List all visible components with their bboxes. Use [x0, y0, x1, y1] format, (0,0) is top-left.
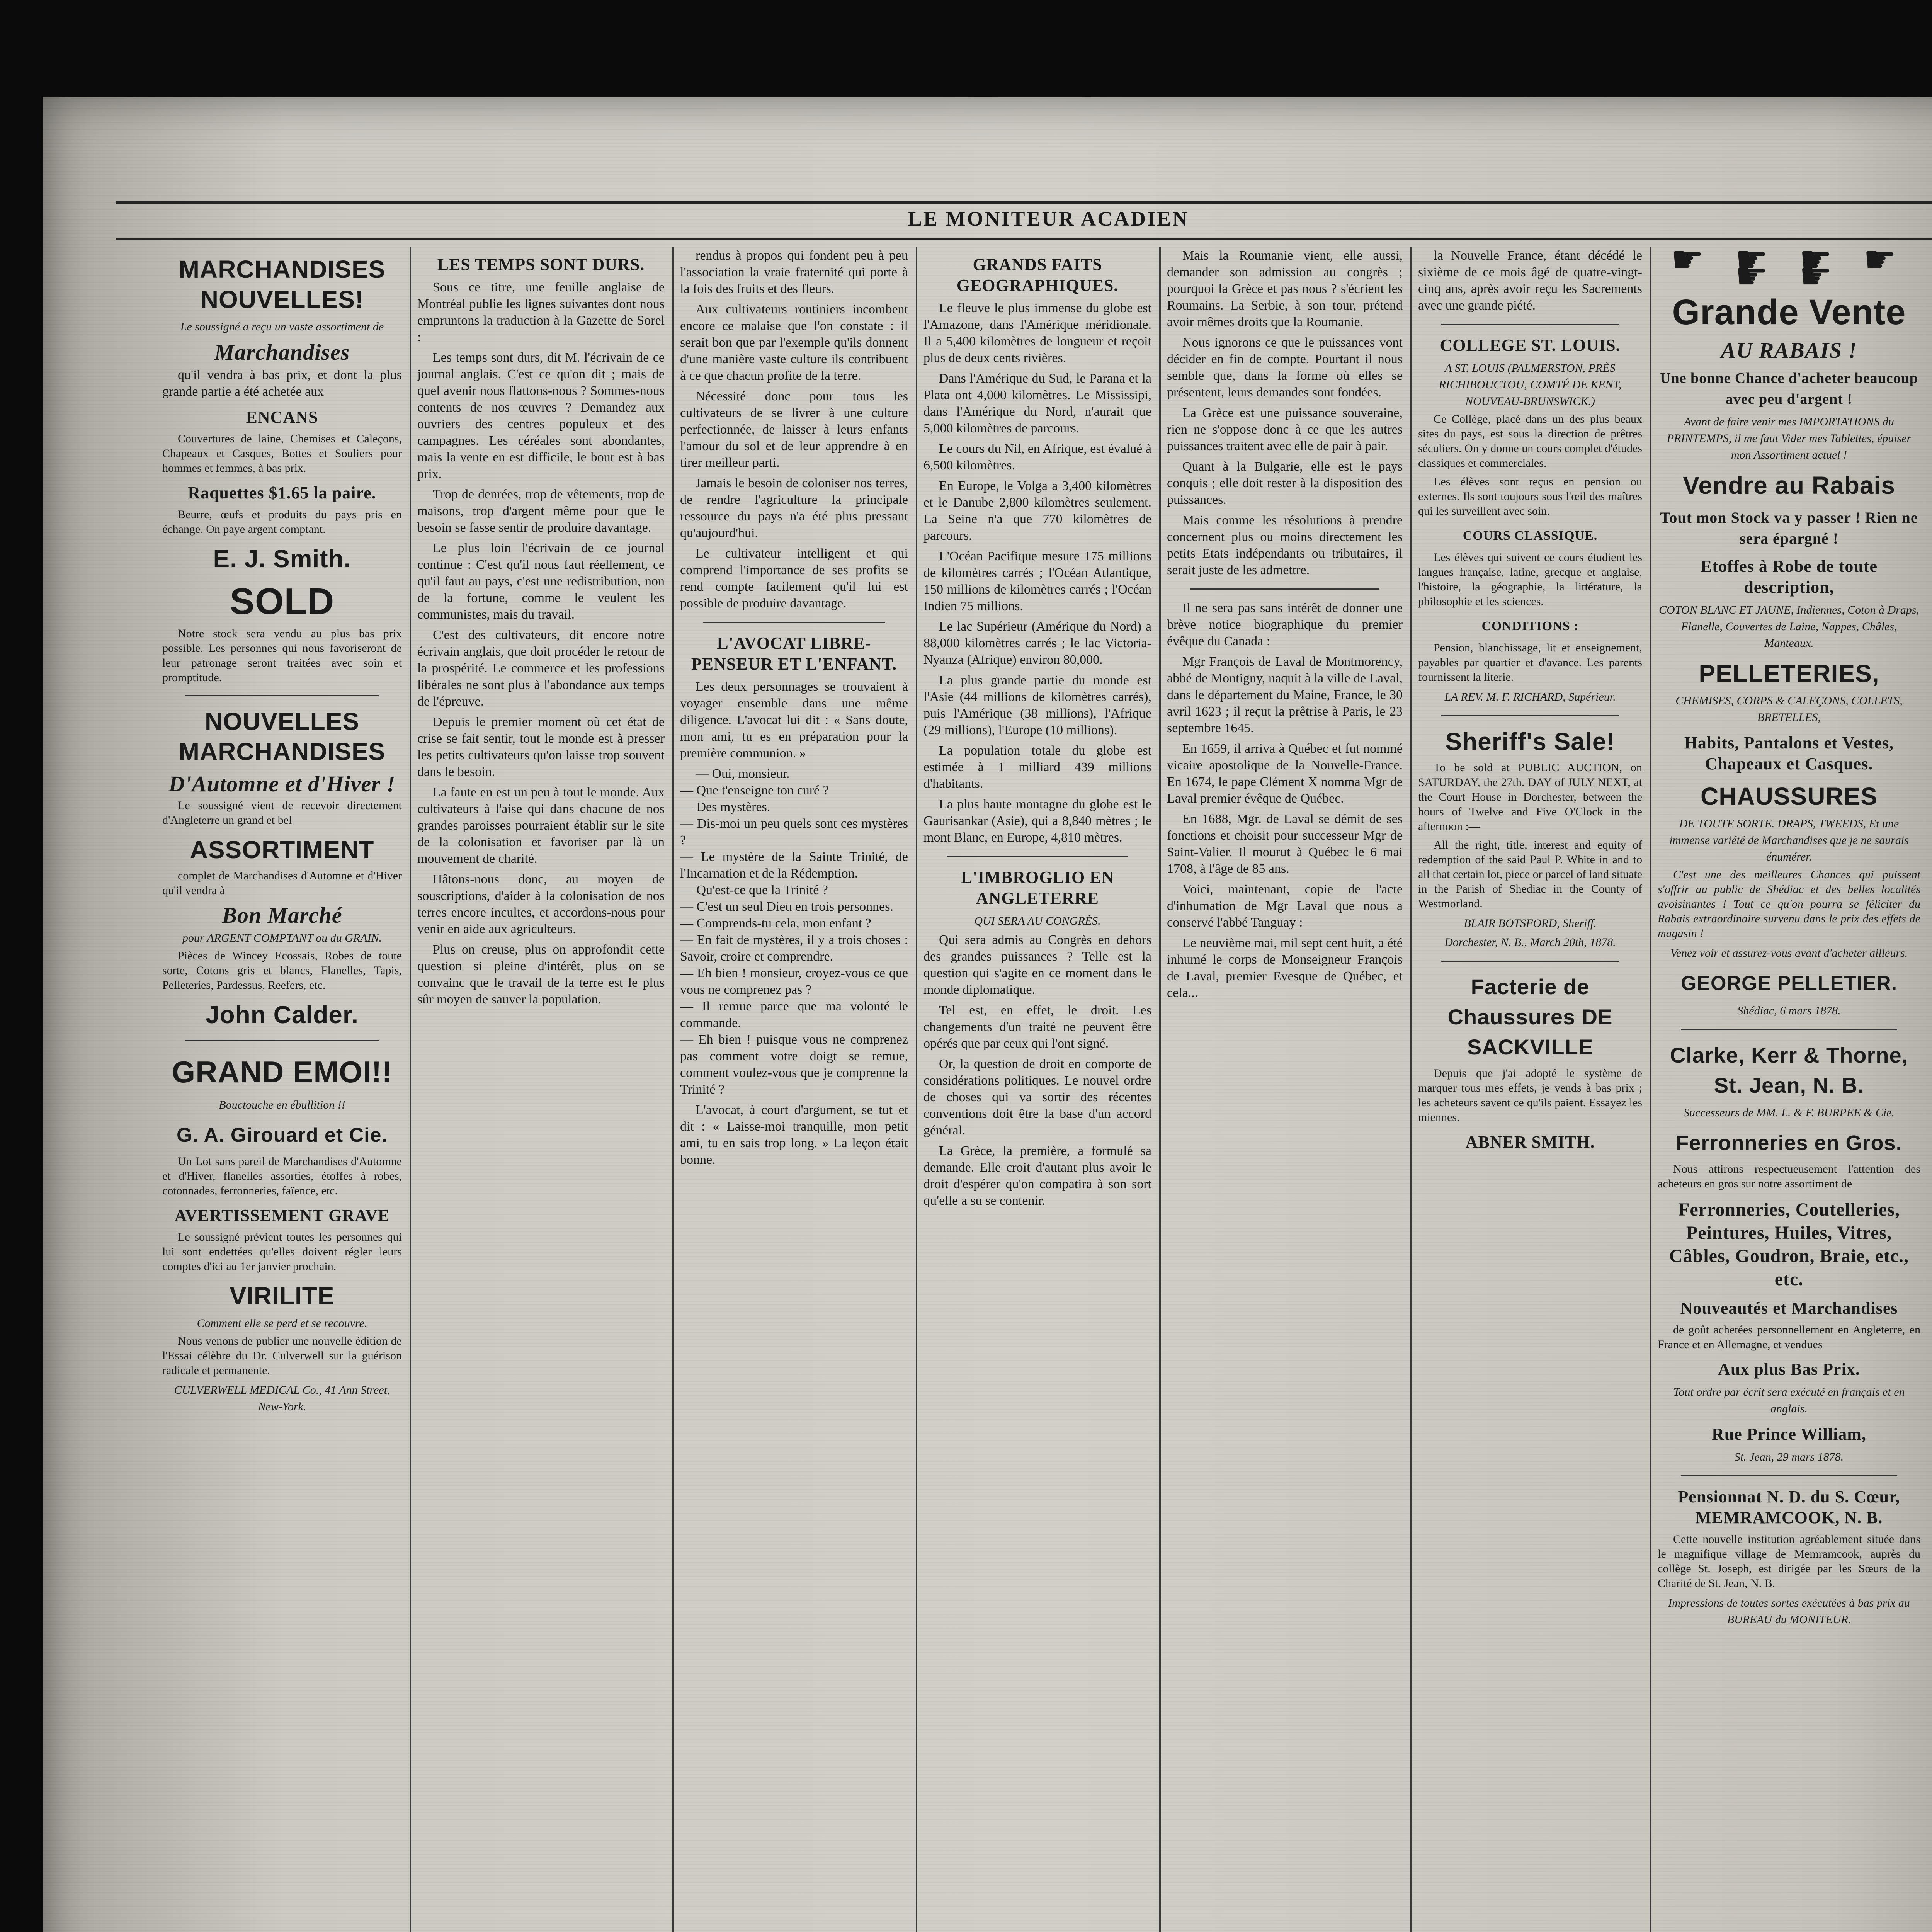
article-paragraph: Trop de denrées, trop de vêtements, trop de maisons, trop d'argent même pour que le besoin se fasse sentir de produire davantage.	[417, 487, 665, 535]
article-paragraph: Tel est, en effet, le droit. Les changements d'un traité ne peuvent être opérés que par ceux qui l'ont signé.	[923, 1003, 1151, 1051]
article-paragraph: C'est des cultivateurs, dit encore notre écrivain anglais, que doit procéder le retour de la prospérité. Le commerce et les professions libérales ne sont plus à l'abondance aux temps de l'épreuve.	[417, 628, 665, 709]
ad-text: Successeurs de MM. L. & F. BURPEE & Cie.	[1683, 1106, 1895, 1119]
notice-text: Les élèves sont reçus en pension ou externes. Ils sont toujours sous l'œil des maîtres qui les surveillent avec soin.	[1418, 475, 1642, 517]
article-paragraph: Qui sera admis au Congrès en dehors des grandes puissances ? Telle est la question qui s'agite en ce moment dans le monde diplomatique.	[923, 933, 1151, 997]
ad-heading: VIRILITE	[230, 1282, 335, 1310]
article-title: GRANDS FAITS GEOGRAPHIQUES.	[956, 255, 1119, 295]
ad-text: Un Lot sans pareil de Marchandises d'Automne et d'Hiver, flanelles assorties, étoffes à robes, cotonnades, ferronneries, faïence, etc.	[162, 1155, 402, 1197]
article-paragraph: L'Océan Pacifique mesure 175 millions de kilomètres carrés ; l'Océan Atlantique, 150 millions de kilomètres carrés ; l'Océan Indien 75 millions.	[923, 549, 1151, 613]
ad-text: Le soussigné prévient toutes les personnes qui lui sont endettées qu'elles doivent régler leurs comptes d'ici au 1er janvier prochain.	[162, 1231, 402, 1273]
article-paragraph: Aux cultivateurs routiniers incombent encore ce malaise que l'on constate : il serait bon que par l'exemple qu'ils donnent d'une manière vaste culture ils contribuent à ce que chacun profite de la terre.	[680, 302, 908, 383]
ad-heading: Vendre au Rabais	[1683, 471, 1895, 499]
ad-heading: Aux plus Bas Prix.	[1718, 1360, 1860, 1379]
article-paragraph: En Europe, le Volga a 3,400 kilomètres et le Danube 2,800 kilomètres seulement. La Seine n'a que 770 kilomètres de parcours.	[923, 479, 1151, 543]
article-paragraph: Le cultivateur intelligent et qui comprend l'importance de ses profits se rend compte facilement qu'il lui est possible de produire davantage.	[680, 546, 908, 611]
article-paragraph: Mais comme les résolutions à prendre concernent plus ou moins directement les petits Etats indépendants ou tributaires, il serait juste de les admettre.	[1167, 513, 1403, 577]
ad-text: DE TOUTE SORTE. DRAPS, TWEEDS, Et une immense variété de Marchandises que je ne saurais énumérer.	[1669, 817, 1909, 863]
article-paragraph: Dans l'Amérique du Sud, le Parana et la Plata ont 4,000 kilomètres. Le Mississipi, dans l'Amérique du Nord, n'aurait que 5,000 kilomètres de parcours.	[923, 371, 1151, 435]
divider	[185, 695, 379, 696]
divider	[1441, 961, 1619, 962]
divider	[703, 622, 885, 623]
ad-text: Le soussigné a reçu un vaste assortiment de	[180, 320, 384, 333]
divider	[1681, 1475, 1897, 1476]
ad-date: St. Jean, 29 mars 1878.	[1734, 1451, 1844, 1463]
ad-signer: GEORGE PELLETIER.	[1680, 972, 1898, 995]
ad-heading: Rue Prince William,	[1712, 1425, 1866, 1444]
ad-heading: SOLD	[230, 581, 335, 622]
ad-heading: G. A. Girouard et Cie.	[177, 1124, 388, 1146]
column-5-article	[1167, 247, 1403, 1932]
article-paragraph: Nécessité donc pour tous les cultivateurs de se livrer à une culture perfectionnée, de laisser à leurs enfants l'amour du sol et de leur apprendre à en tirer meilleur parti.	[680, 389, 908, 470]
article-paragraph: La faute en est un peu à tout le monde. Aux cultivateurs à l'aise qui dans chacune de nos grandes paroisses pourraient établir sur le site de la colonisation et favoriser par là un mouvement de charité.	[417, 785, 665, 866]
article-paragraph: Voici, maintenant, copie de l'acte d'inhumation de Mgr Laval que nous a conservé l'abbé Tanguay :	[1167, 882, 1403, 930]
article-paragraph: Or, la question de droit en comporte de considérations politiques. Le nouvel ordre de choses qui va sortir des récentes conventions doit être la base d'un accord général.	[923, 1057, 1151, 1138]
article-paragraph: Mgr François de Laval de Montmorency, abbé de Montigny, naquit à la ville de Laval, dans le département du Maine, France, le 30 avril 1623 ; il reçut la prêtrise à Paris, le 23 septembre 1645.	[1167, 655, 1403, 735]
article-paragraph: Le fleuve le plus immense du globe est l'Amazone, dans l'Amérique méridionale. Il a 5,400 kilomètres de longueur et reçoit plus de deux cents rivières.	[923, 301, 1151, 365]
notice-subtitle: A ST. LOUIS (PALMERSTON, PRÈS RICHIBOUCTOU, COMTÉ DE KENT, NOUVEAU-BRUNSWICK.)	[1439, 362, 1622, 408]
ad-heading: GRAND EMOI!!	[172, 1055, 393, 1089]
article-paragraph: Sous ce titre, une feuille anglaise de Montréal publie les lignes suivantes dont nous empruntons la traduction à la Gazette de Sorel :	[417, 280, 665, 344]
ad-text: Pièces de Wincey Ecossais, Robes de toute sorte, Cotons gris et blancs, Flanelles, Tapis, Pelleteries, Pardessus, Reefers, etc.	[162, 949, 402, 992]
ad-heading: ASSORTIMENT	[190, 836, 374, 864]
article-title: L'AVOCAT LIBRE-PENSEUR ET L'ENFANT.	[691, 634, 897, 673]
divider	[947, 856, 1128, 857]
article-paragraph: L'avocat, à court d'argument, se tut et dit : « Laisse-moi tranquille, mon petit ami, tu en sais trop long. » La leçon était bonne.	[680, 1103, 908, 1167]
notice-text: To be sold at PUBLIC AUCTION, on SATURDAY, the 27th. DAY of JULY NEXT, at the Court House in Dorchester, between the hours of Twelve and Five O'Clock in the afternoon :—	[1418, 761, 1642, 833]
notice-date: Dorchester, N. B., March 20th, 1878.	[1444, 936, 1616, 949]
ad-heading: Bon Marché	[222, 903, 342, 928]
article-paragraph: Le plus loin l'écrivain de ce journal continue : C'est qu'il nous faut réellement, ce qu'il faut au pays, c'est une redistribution, non de la fortune, comme le veulent les communistes, mais du travail.	[417, 541, 665, 622]
ad-heading: Clarke, Kerr & Thorne, St. Jean, N. B.	[1670, 1043, 1908, 1097]
ad-heading: Ferronneries en Gros.	[1676, 1131, 1902, 1155]
ad-date: Shédiac, 6 mars 1878.	[1737, 1004, 1841, 1017]
notice-text: Pension, blanchissage, lit et enseignement, payables par quartier et d'avance. Les parents fournissent la literie.	[1418, 641, 1642, 684]
ad-heading: Pensionnat N. D. du S. Cœur, MEMRAMCOOK, N. B.	[1678, 1487, 1900, 1527]
ad-heading: AVERTISSEMENT GRAVE	[174, 1206, 390, 1225]
article-paragraph: Le neuvième mai, mil sept cent huit, a été inhumé le corps de Monseigneur François de Laval, premier Evesque de Québec, et cela...	[1167, 936, 1403, 1000]
article-paragraph: Les temps sont durs, dit M. l'écrivain de ce journal anglais. C'est ce qu'on dit ; mais de quel avenir nous flattons-nous ? Sommes-nous contents de nos œuvres ? Demandez aux ouvriers des centres populeux et des campagnes. Les céréales sont abondantes, mais la vente en est difficile, le bout est à bas prix.	[417, 350, 665, 481]
article-paragraph: La population totale du globe est estimée à 1 milliard 439 millions d'habitants.	[923, 743, 1151, 791]
column-rule	[916, 247, 917, 1932]
ad-heading: Marchandises	[214, 340, 350, 365]
article-paragraph: Hâtons-nous donc, au moyen de souscriptions, d'aider à la colonisation de nos terres encore incultes, et accordons-nous pour venir en aide aux agriculteurs.	[417, 872, 665, 936]
column-6-notices	[1418, 247, 1642, 1932]
notice-text: All the right, title, interest and equity of redemption of the said Paul P. White in and to all that certain lot, piece or parcel of land situate in the Parish of Shediac in the County of Westmorland.	[1418, 838, 1642, 910]
notice-heading: Facterie de Chaussures DE SACKVILLE	[1447, 975, 1613, 1059]
ad-heading: Habits, Pantalons et Vestes, Chapeaux et Casques.	[1684, 733, 1894, 773]
ad-heading: Ferronneries, Coutelleries, Peintures, Huiles, Vitres, Câbles, Goudron, Braie, etc., etc.	[1669, 1199, 1909, 1289]
ad-heading: Etoffes à Robe de toute description,	[1700, 557, 1878, 597]
divider	[1190, 588, 1379, 590]
ad-signer: John Calder.	[205, 1001, 359, 1029]
ad-heading: Une bonne Chance d'acheter beaucoup avec peu d'argent !	[1660, 370, 1918, 407]
ad-heading: MARCHANDISES NOUVELLES!	[179, 255, 386, 313]
notice-text: Depuis que j'ai adopté le système de marquer tous mes effets, je vends à bas prix ; les acheteurs savent ce qu'ils paient. Essayez les miennes.	[1418, 1067, 1642, 1124]
divider	[1441, 715, 1619, 716]
article-paragraph: La plus grande partie du monde est l'Asie (44 millions de kilomètres carrés), puis l'Amérique (38 millions), l'Afrique (29 millions), l'Europe (10 millions).	[923, 673, 1151, 737]
ad-text: de goût achetées personnellement en Angleterre, en France et en Allemagne, et vendues	[1658, 1323, 1920, 1351]
article-paragraph: Nous ignorons ce que le puissances vont décider en fin de compte. Pourtant il nous semble que, dans la forme où elles se présentent, leurs demandes sont fondées.	[1167, 335, 1403, 400]
ad-text: Tout ordre par écrit sera exécuté en français et en anglais.	[1673, 1386, 1905, 1415]
ad-heading: D'Automne et d'Hiver !	[168, 771, 396, 796]
article-paragraph: Le cours du Nil, en Afrique, est évalué à 6,500 kilomètres.	[923, 442, 1151, 473]
column-4-article	[923, 247, 1151, 1932]
article-paragraph: Il ne sera pas sans intérêt de donner une brève notice biographique du premier évêque du Canada :	[1167, 601, 1403, 648]
article-paragraph: Les deux personnages se trouvaient à voyager ensemble dans une même diligence. L'avocat lui dit : « Sans doute, mon ami, tu es en préparation pour la première communion. »	[680, 680, 908, 760]
article-paragraph: rendus à propos qui fondent peu à peu l'association la vraie fraternité qui porte à la fois des fruits et des fleurs.	[680, 248, 908, 296]
article-paragraph: Mais la Roumanie vient, elle aussi, demander son admission au congrès ; pourquoi la Grèce et pas nous ? s'écrient les Roumains. La Serbie, à son tour, prétend avoir mêmes droits que la Roumanie.	[1167, 248, 1403, 329]
ad-text: Nous venons de publier une nouvelle édition de l'Essai célèbre du Dr. Culverwell sur la guérison radicale et permanente.	[162, 1335, 402, 1377]
ad-text: Venez voir et assurez-vous avant d'acheter ailleurs.	[1670, 947, 1908, 959]
ad-text: Cette nouvelle institution agréablement située dans le magnifique village de Memramcook, auprès du collège St. Joseph, est dirigée par les Sœurs de la Charité de St. Jean, N. B.	[1658, 1533, 1920, 1590]
ad-text: Couvertures de laine, Chemises et Caleçons, Chapeaux et Casques, Bottes et Souliers pour hommes et femmes, à bas prix.	[162, 432, 402, 474]
pointing-hand-icon: ☛ ☛ ☛ ☛ ☛ ☛	[1670, 247, 1908, 297]
ad-text: COTON BLANC ET JAUNE, Indiennes, Coton à Draps, Flanelle, Couvertes de Laine, Nappes, Châles, Manteaux.	[1659, 604, 1919, 650]
column-rule	[1159, 247, 1161, 1932]
article-paragraph: Depuis le premier moment où cet état de crise se fait sentir, tout le monde est à presser les petits cultivateurs qu'on laisse trop souvent dans le besoin.	[417, 715, 665, 779]
column-3-article	[680, 247, 908, 1932]
ad-text: Beurre, œufs et produits du pays pris en échange. On paye argent comptant.	[162, 508, 402, 536]
column-rule	[672, 247, 674, 1932]
article-paragraph: La Grèce, la première, a formulé sa demande. Elle croit d'autant plus avoir le droit d'espérer qu'on compatira à son sort qu'elle a su se contenir.	[923, 1144, 1151, 1208]
ad-text: pour ARGENT COMPTANT ou du GRAIN.	[182, 932, 382, 944]
masthead-title: LE MONITEUR ACADIEN	[908, 207, 1189, 230]
notice-heading: COLLEGE ST. LOUIS.	[1440, 336, 1621, 355]
ad-text: Comment elle se perd et se recouvre.	[197, 1317, 367, 1330]
article-paragraph: Quant à la Bulgarie, elle est le pays conquis ; elle doit rester à la disposition des puissances.	[1167, 459, 1403, 507]
column-7-advertisements	[1658, 247, 1920, 1932]
divider	[185, 1040, 379, 1041]
ad-signer: E. J. Smith.	[213, 545, 351, 573]
article-paragraph: Plus on creuse, plus on approfondit cette question si pleine d'intérêt, plus on se convainc que le travail de la terre est le plus sûr moyen de sauver la population.	[417, 942, 665, 1007]
column-rule	[410, 247, 411, 1932]
ad-text: Impressions de toutes sortes exécutées à bas prix au BUREAU du MONITEUR.	[1668, 1597, 1910, 1626]
column-rule	[1650, 247, 1651, 1932]
article-paragraph: En 1688, Mgr. de Laval se démit de ses fonctions et choisit pour successeur Mgr de Saint-Valier. Il mourut à Québec le 6 mai 1708, à l'âge de 85 ans.	[1167, 812, 1403, 876]
ad-heading: Grande Vente	[1672, 293, 1906, 332]
ad-heading: CHAUSSURES	[1700, 782, 1878, 810]
notice-heading: COURS CLASSIQUE.	[1463, 529, 1598, 543]
article-dialogue: — Oui, monsieur. — Que t'enseigne ton curé ? — Des mystères. — Dis-moi un peu quels sont ces mystères ? — Le mystère de la Sainte Trinité, de l'Incarnation et de la Rédemption. — Qu'est-ce que la Trinité ? — C'est un seul Dieu en trois personnes. — Comprends-tu cela, mon enfant ? — En fait de mystères, il y a trois choses : Savoir, croire et comprendre. — Eh bien ! monsieur, croyez-vous ce que vous ne comprenez pas ? — Il remue parce que ma volonté le commande. — Eh bien ! puisque vous ne comprenez pas comment votre doigt se remue, comment voulez-vous que je comprenne la Trinité ?	[680, 767, 908, 1097]
notice-heading: CONDITIONS :	[1481, 619, 1579, 633]
ad-text: Nous attirons respectueusement l'attention des acheteurs en gros sur notre assortiment de	[1658, 1163, 1920, 1190]
column-2-article	[417, 247, 665, 1932]
article-paragraph: Jamais le besoin de coloniser nos terres, de rendre l'agriculture la principale ressource du pays n'a été plus pressant qu'aujourd'hui.	[680, 476, 908, 540]
ad-footer: CULVERWELL MEDICAL Co., 41 Ann Street, New-York.	[174, 1384, 390, 1413]
notice-signer: ABNER SMITH.	[1465, 1133, 1595, 1151]
masthead	[116, 201, 1932, 240]
column-1-advertisements	[162, 247, 402, 1932]
ad-heading: ENCANS	[246, 408, 318, 427]
notice-text: Les élèves qui suivent ce cours étudient les langues française, latine, grecque et anglaise, l'histoire, la géographie, la littérature, la philosophie et les sciences.	[1418, 551, 1642, 608]
ad-heading: PELLETERIES,	[1699, 660, 1879, 687]
ad-heading: Nouveautés et Marchandises	[1680, 1299, 1898, 1318]
notice-heading: Sheriff's Sale!	[1445, 728, 1615, 755]
article-paragraph: la Nouvelle France, étant décédé le sixième de ce mois âgé de quatre-vingt-cinq ans, après avoir reçu les Sacrements avec une grande piété.	[1418, 248, 1642, 313]
ad-text: complet de Marchandises d'Automne et d'Hiver qu'il vendra à	[162, 869, 402, 897]
ad-text: C'est une des meilleures Chances qui puissent s'offrir au public de Shédiac et des belles localités avoisinantes ! Tout ce qu'on pourra se féliciter du Rabais extraordinaire survenu dans le prix des effets de magasin !	[1658, 868, 1920, 940]
divider	[1441, 324, 1619, 325]
ad-text: Avant de faire venir mes IMPORTATIONS du PRINTEMPS, il me faut Vider mes Tablettes, épuiser mon Assortiment actuel !	[1667, 415, 1912, 461]
article-paragraph: La Grèce est une puissance souveraine, rien ne s'oppose donc à ce que les autres puissances traitent avec elle de pair à pair.	[1167, 406, 1403, 453]
ad-text: Notre stock sera vendu au plus bas prix possible. Les personnes qui nous favoriseront de leur patronage seront traitées avec soin et promptitude.	[162, 627, 402, 684]
ad-heading: AU RABAIS !	[1721, 338, 1857, 363]
ad-text: Le soussigné vient de recevoir directement d'Angleterre un grand et bel	[162, 799, 402, 827]
article-subtitle: QUI SERA AU CONGRÈS.	[974, 915, 1101, 927]
ad-text: Tout mon Stock va y passer ! Rien ne sera épargné !	[1660, 509, 1918, 547]
article-title: LES TEMPS SONT DURS.	[437, 255, 645, 274]
article-paragraph: En 1659, il arriva à Québec et fut nommé vicaire apostolique de la Nouvelle-France. En 1674, le pape Clément X nomma Mgr de Laval premier évêque de Québec.	[1167, 742, 1403, 806]
article-paragraph: La plus haute montagne du globe est le Gaurisankar (Asie), qui a 8,840 mètres ; le mont Blanc, en Europe, 4,810 mètres.	[923, 797, 1151, 845]
notice-signer: LA REV. M. F. RICHARD, Supérieur.	[1444, 690, 1616, 703]
article-title: L'IMBROGLIO EN ANGLETERRE	[961, 868, 1114, 908]
divider	[1681, 1029, 1897, 1030]
article-paragraph: Le lac Supérieur (Amérique du Nord) a 88,000 kilomètres carrés ; le lac Victoria-Nyanza (Afrique) environ 80,000.	[923, 619, 1151, 667]
ad-text: qu'il vendra à bas prix, et dont la plus grande partie a été achetée aux	[162, 368, 402, 399]
notice-signer: BLAIR BOTSFORD, Sheriff.	[1464, 917, 1597, 930]
column-rule	[1410, 247, 1412, 1932]
ad-heading: Raquettes $1.65 la paire.	[188, 483, 376, 502]
notice-text: Ce Collège, placé dans un des plus beaux sites du pays, est sous la direction de prêtres séculiers. On y donne un cours complet d'études classiques et commerciales.	[1418, 413, 1642, 469]
ad-text: Bouctouche en ébullition !!	[219, 1099, 345, 1111]
ad-heading: NOUVELLES MARCHANDISES	[179, 707, 386, 765]
ad-text: CHEMISES, CORPS & CALEÇONS, COLLETS, BRETELLES,	[1675, 694, 1903, 724]
